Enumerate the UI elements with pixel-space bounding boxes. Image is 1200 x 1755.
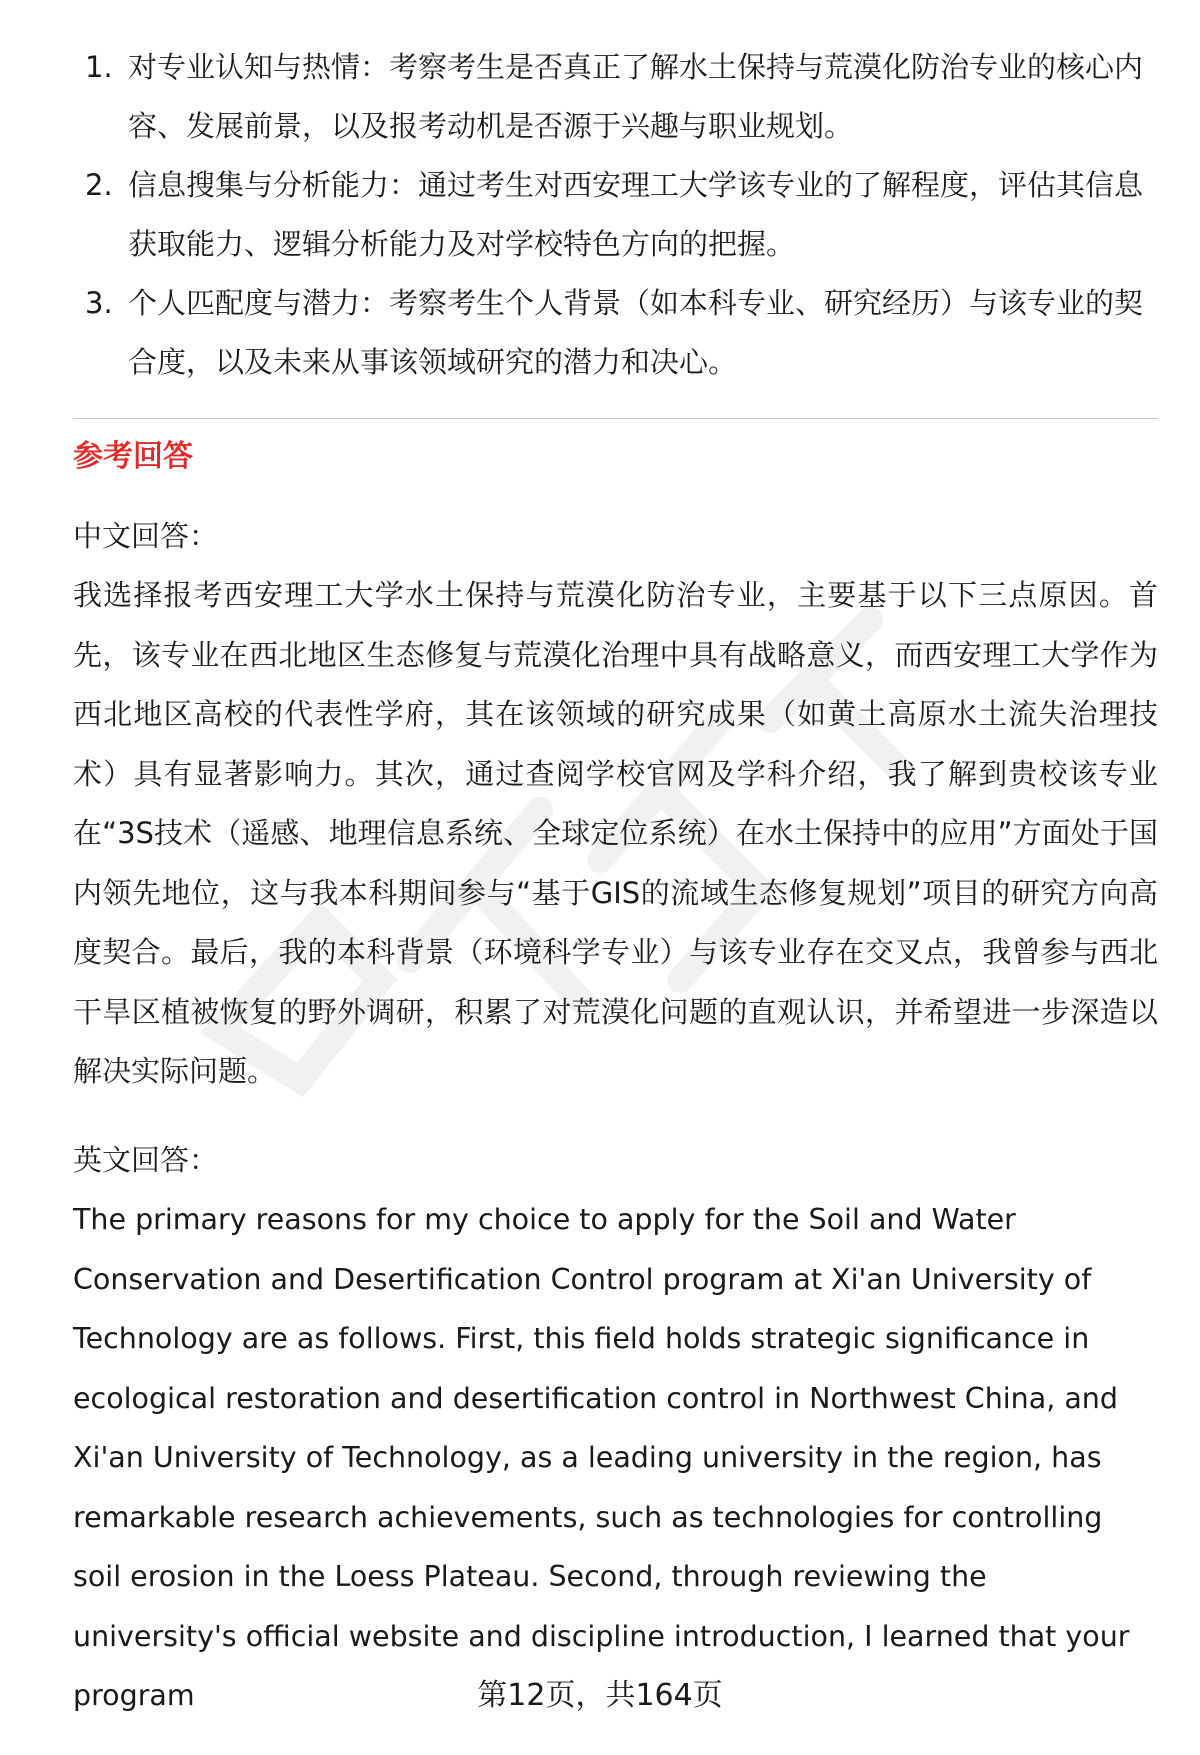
section-divider bbox=[73, 418, 1158, 419]
criteria-item bbox=[73, 274, 1158, 392]
criteria-item bbox=[73, 156, 1158, 274]
criteria-text: 对专业认知与热情：考察考生是否真正了解水土保持与荒漠化防治专业的核心内容、发展前景，以及报考动机是否源于兴趣与职业规划。 bbox=[128, 50, 1144, 143]
criteria-text: 个人匹配度与潜力：考察考生个人背景（如本科专业、研究经历）与该专业的契合度，以及未来从事该领域研究的潜力和决心。 bbox=[128, 286, 1144, 379]
criteria-text: 信息搜集与分析能力：通过考生对西安理工大学该专业的了解程度，评估其信息获取能力、逻辑分析能力及对学校特色方向的把握。 bbox=[128, 168, 1144, 261]
chinese-answer-label: 中文回答： bbox=[73, 519, 219, 553]
chinese-answer-text: 我选择报考西安理工大学水土保持与荒漠化防治专业，主要基于以下三点原因。首先，该专业在西北地区生态修复与荒漠化治理中具有战略意义，而西安理工大学作为西北地区高校的代表性学府，其在该领域的研究成果（如黄土高原水土流失治理技术）具有显著影响力。其次，通过查阅学校官网及学科介绍，我了解到贵校该专业在“3S技术（遥感、地理信息系统、全球定位系统）在水土保持中的应用”方面处于国内领先地位，这与我本科期间参与“基于GIS的流域生态修复规划”项目的研究方向高度契合。最后，我的本科背景（环境科学专业）与该专业存在交叉点，我曾参与西北干旱区植被恢复的野外调研，积累了对荒漠化问题的直观认识，并希望进一步深造以解决实际问题。 bbox=[73, 578, 1158, 1088]
english-answer-section bbox=[73, 1131, 1158, 1726]
criteria-number: 2. bbox=[85, 168, 113, 202]
chinese-answer-section bbox=[73, 507, 1158, 1102]
evaluation-criteria-list bbox=[73, 38, 1158, 392]
criteria-number: 1. bbox=[85, 50, 113, 84]
english-answer-text: The primary reasons for my choice to apply for the Soil and Water Conservation and Desertification Control program at Xi'an University of Technology are as follows. First, this field holds strategic significance in ecological restoration and desertification control in Northwest China, and Xi'an University of Technology, as a leading university in the region, has remarkable research achievements, such as technologies for controlling soil erosion in the Loess Plateau. Second, through reviewing the university's official website and discipline introduction, I learned that your program bbox=[73, 1203, 1130, 1712]
criteria-item bbox=[73, 38, 1158, 156]
reference-answer-heading: 参考回答 bbox=[73, 439, 193, 474]
english-answer-label: 英文回答： bbox=[73, 1143, 219, 1177]
criteria-number: 3. bbox=[85, 286, 113, 320]
page-number-footer: 第12页，共164页 bbox=[477, 1678, 723, 1713]
